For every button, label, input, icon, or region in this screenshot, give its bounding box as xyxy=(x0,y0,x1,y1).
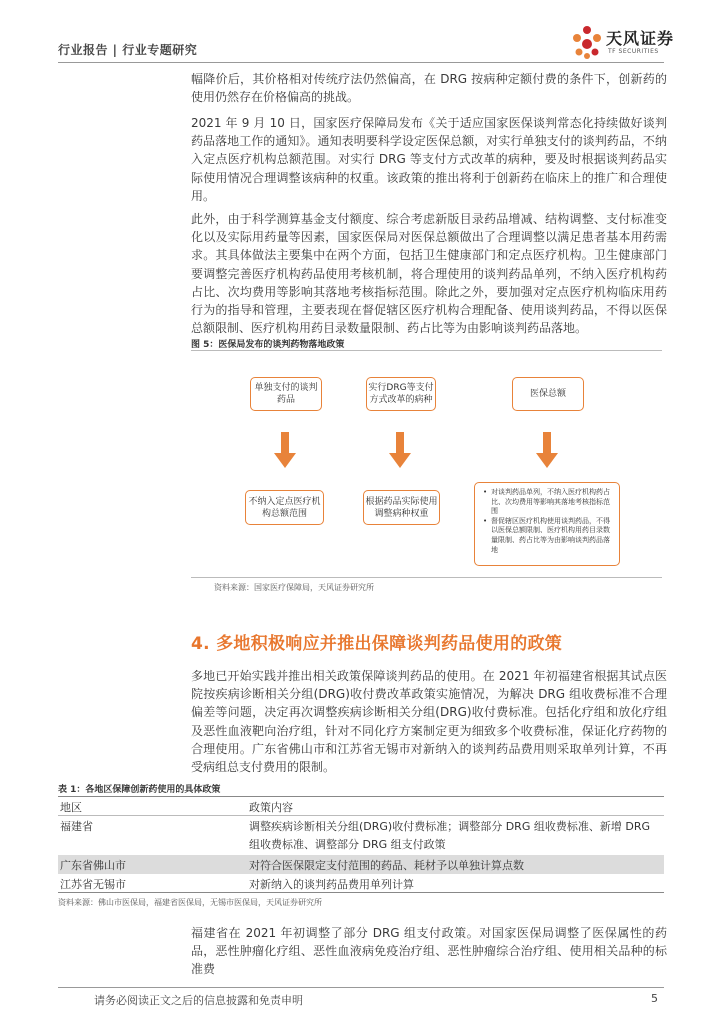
table-header-line xyxy=(58,815,664,816)
company-logo xyxy=(570,22,680,62)
footer-divider xyxy=(58,987,664,988)
logo-name: 天风证券 xyxy=(606,29,675,48)
down-arrow-icon xyxy=(278,432,292,468)
table-cell-region: 广东省佛山市 xyxy=(60,859,126,872)
table-header-content: 政策内容 xyxy=(249,801,293,814)
logo-mark-icon xyxy=(570,24,604,60)
figure-bottom-line xyxy=(191,577,662,578)
down-arrow-icon xyxy=(540,432,554,468)
disclaimer-link[interactable]: 请务必阅读正文之后的信息披露和免责申明 xyxy=(94,994,303,1007)
table-cell-content: 调整疾病诊断相关分组(DRG)收付费标准；调整部分 DRG 组收费标准、新增 DRG 组收费标准、调整部分 DRG 组支付政策 xyxy=(249,820,650,851)
policy-bullet: • 对谈判药品单列，不纳入医疗机构药占比、次均费用等影响其落地考核指标范围 xyxy=(483,488,613,517)
box-exclude-total-range: 不纳入定点医疗机构总额范围 xyxy=(245,490,324,525)
table-bottom-line xyxy=(58,892,664,893)
paragraph-5: 福建省在 2021 年初调整了部分 DRG 组支付政策。对国家医保局调整了医保属性的药品，恶性肿瘤化疗组、恶性血液病免疫治疗组、恶性肿瘤综合治疗组、使用相关品种的标准费 xyxy=(191,926,667,977)
table-top-line xyxy=(58,796,664,797)
table-cell-region: 福建省 xyxy=(60,820,93,833)
box-drg-reform-diseases: 实行DRG等支付方式改革的病种 xyxy=(366,377,436,411)
box-separate-payment-drugs: 单独支付的谈判药品 xyxy=(250,377,322,411)
report-category: 行业报告 | 行业专题研究 xyxy=(58,43,198,57)
box-insurance-total: 医保总额 xyxy=(512,377,584,411)
page-number: 5 xyxy=(651,992,658,1005)
table-header-region: 地区 xyxy=(60,801,82,814)
policy-bullet: • 督促辖区医疗机构使用谈判药品，不得以医保总额限制、医疗机构用药目录数量限制、药占比等为由影响谈判药品落地 xyxy=(483,517,613,555)
header-divider xyxy=(58,62,664,63)
table-cell-content: 对新纳入的谈判药品费用单列计算 xyxy=(249,878,414,891)
paragraph-1: 幅降价后，其价格相对传统疗法仍然偏高，在 DRG 按病种定额付费的条件下，创新药的使用仍然存在价格偏高的挑战。 xyxy=(191,72,667,105)
table-cell-content: 对符合医保限定支付范围的药品、耗材予以单独计算点数 xyxy=(249,859,524,872)
section-heading: 4. 多地积极响应并推出保障谈判药品使用的政策 xyxy=(191,634,563,654)
table-title: 表 1：各地区保障创新药使用的具体政策 xyxy=(58,785,221,795)
figure-title: 图 5：医保局发布的谈判药物落地政策 xyxy=(191,340,345,350)
figure-source: 资料来源：国家医疗保障局，天风证券研究所 xyxy=(214,583,374,592)
table-cell-region: 江苏省无锡市 xyxy=(60,878,126,891)
figure-top-line xyxy=(191,350,662,351)
box-adjust-weight: 根据药品实际使用调整病种权重 xyxy=(363,490,440,525)
policy-bullets-box xyxy=(474,482,620,566)
logo-subtitle: TF SECURITIES xyxy=(608,48,659,55)
paragraph-2: 2021 年 9 月 10 日，国家医疗保障局发布《关于适应国家医保谈判常态化持续做好谈判药品落地工作的通知》。通知表明要科学设定医保总额，对实行单独支付的谈判药品，不纳入定点医疗机构总额范围。对实行 DRG 等支付方式改革的病种，要及时根据谈判药品实际使用情况合理调整该病种的权重。该政策的推出将利于创新药在临床上的推广和合理使用。 xyxy=(191,116,667,203)
table-source: 资料来源：佛山市医保局，福建省医保局，无锡市医保局，天风证券研究所 xyxy=(58,898,322,907)
down-arrow-icon xyxy=(393,432,407,468)
paragraph-4: 多地已开始实践并推出相关政策保障谈判药品的使用。在 2021 年初福建省根据其试点医院按疾病诊断相关分组(DRG)收付费改革政策实施情况，为解决 DRG 组收费标准不合理偏差等问题，决定再次调整疾病诊断相关分组(DRG)收付费标准。包括化疗组和放化疗组及恶性血液靶向治疗组，针对不同化疗方案制定更为细致多个收费标准，保证化疗药物的合理使用。广东省佛山市和江苏省无锡市对新纳入的谈判药品费用则采取单列计算，不再受病组总支付费用的限制。 xyxy=(191,669,667,775)
paragraph-3: 此外，由于科学测算基金支付额度、综合考虑新版目录药品增减、结构调整、支付标准变化以及实际用药量等因素，国家医保局对医保总额做出了合理调整以满足患者基本用药需求。其具体做法主要集中在两个方面，包括卫生健康部门和定点医疗机构。卫生健康部门要调整完善医疗机构药品使用考核机制，将合理使用的谈判药品单列，不纳入医疗机构药占比、次均费用等影响其落地考核指标范围。除此之外，要加强对定点医疗机构临床用药行为的指导和管理，主要表现在督促辖区医疗机构合理配备、使用谈判药品，不得以医保总额限制、医疗机构用药目录数量限制、药占比等为由影响谈判药品落地。 xyxy=(191,212,667,336)
